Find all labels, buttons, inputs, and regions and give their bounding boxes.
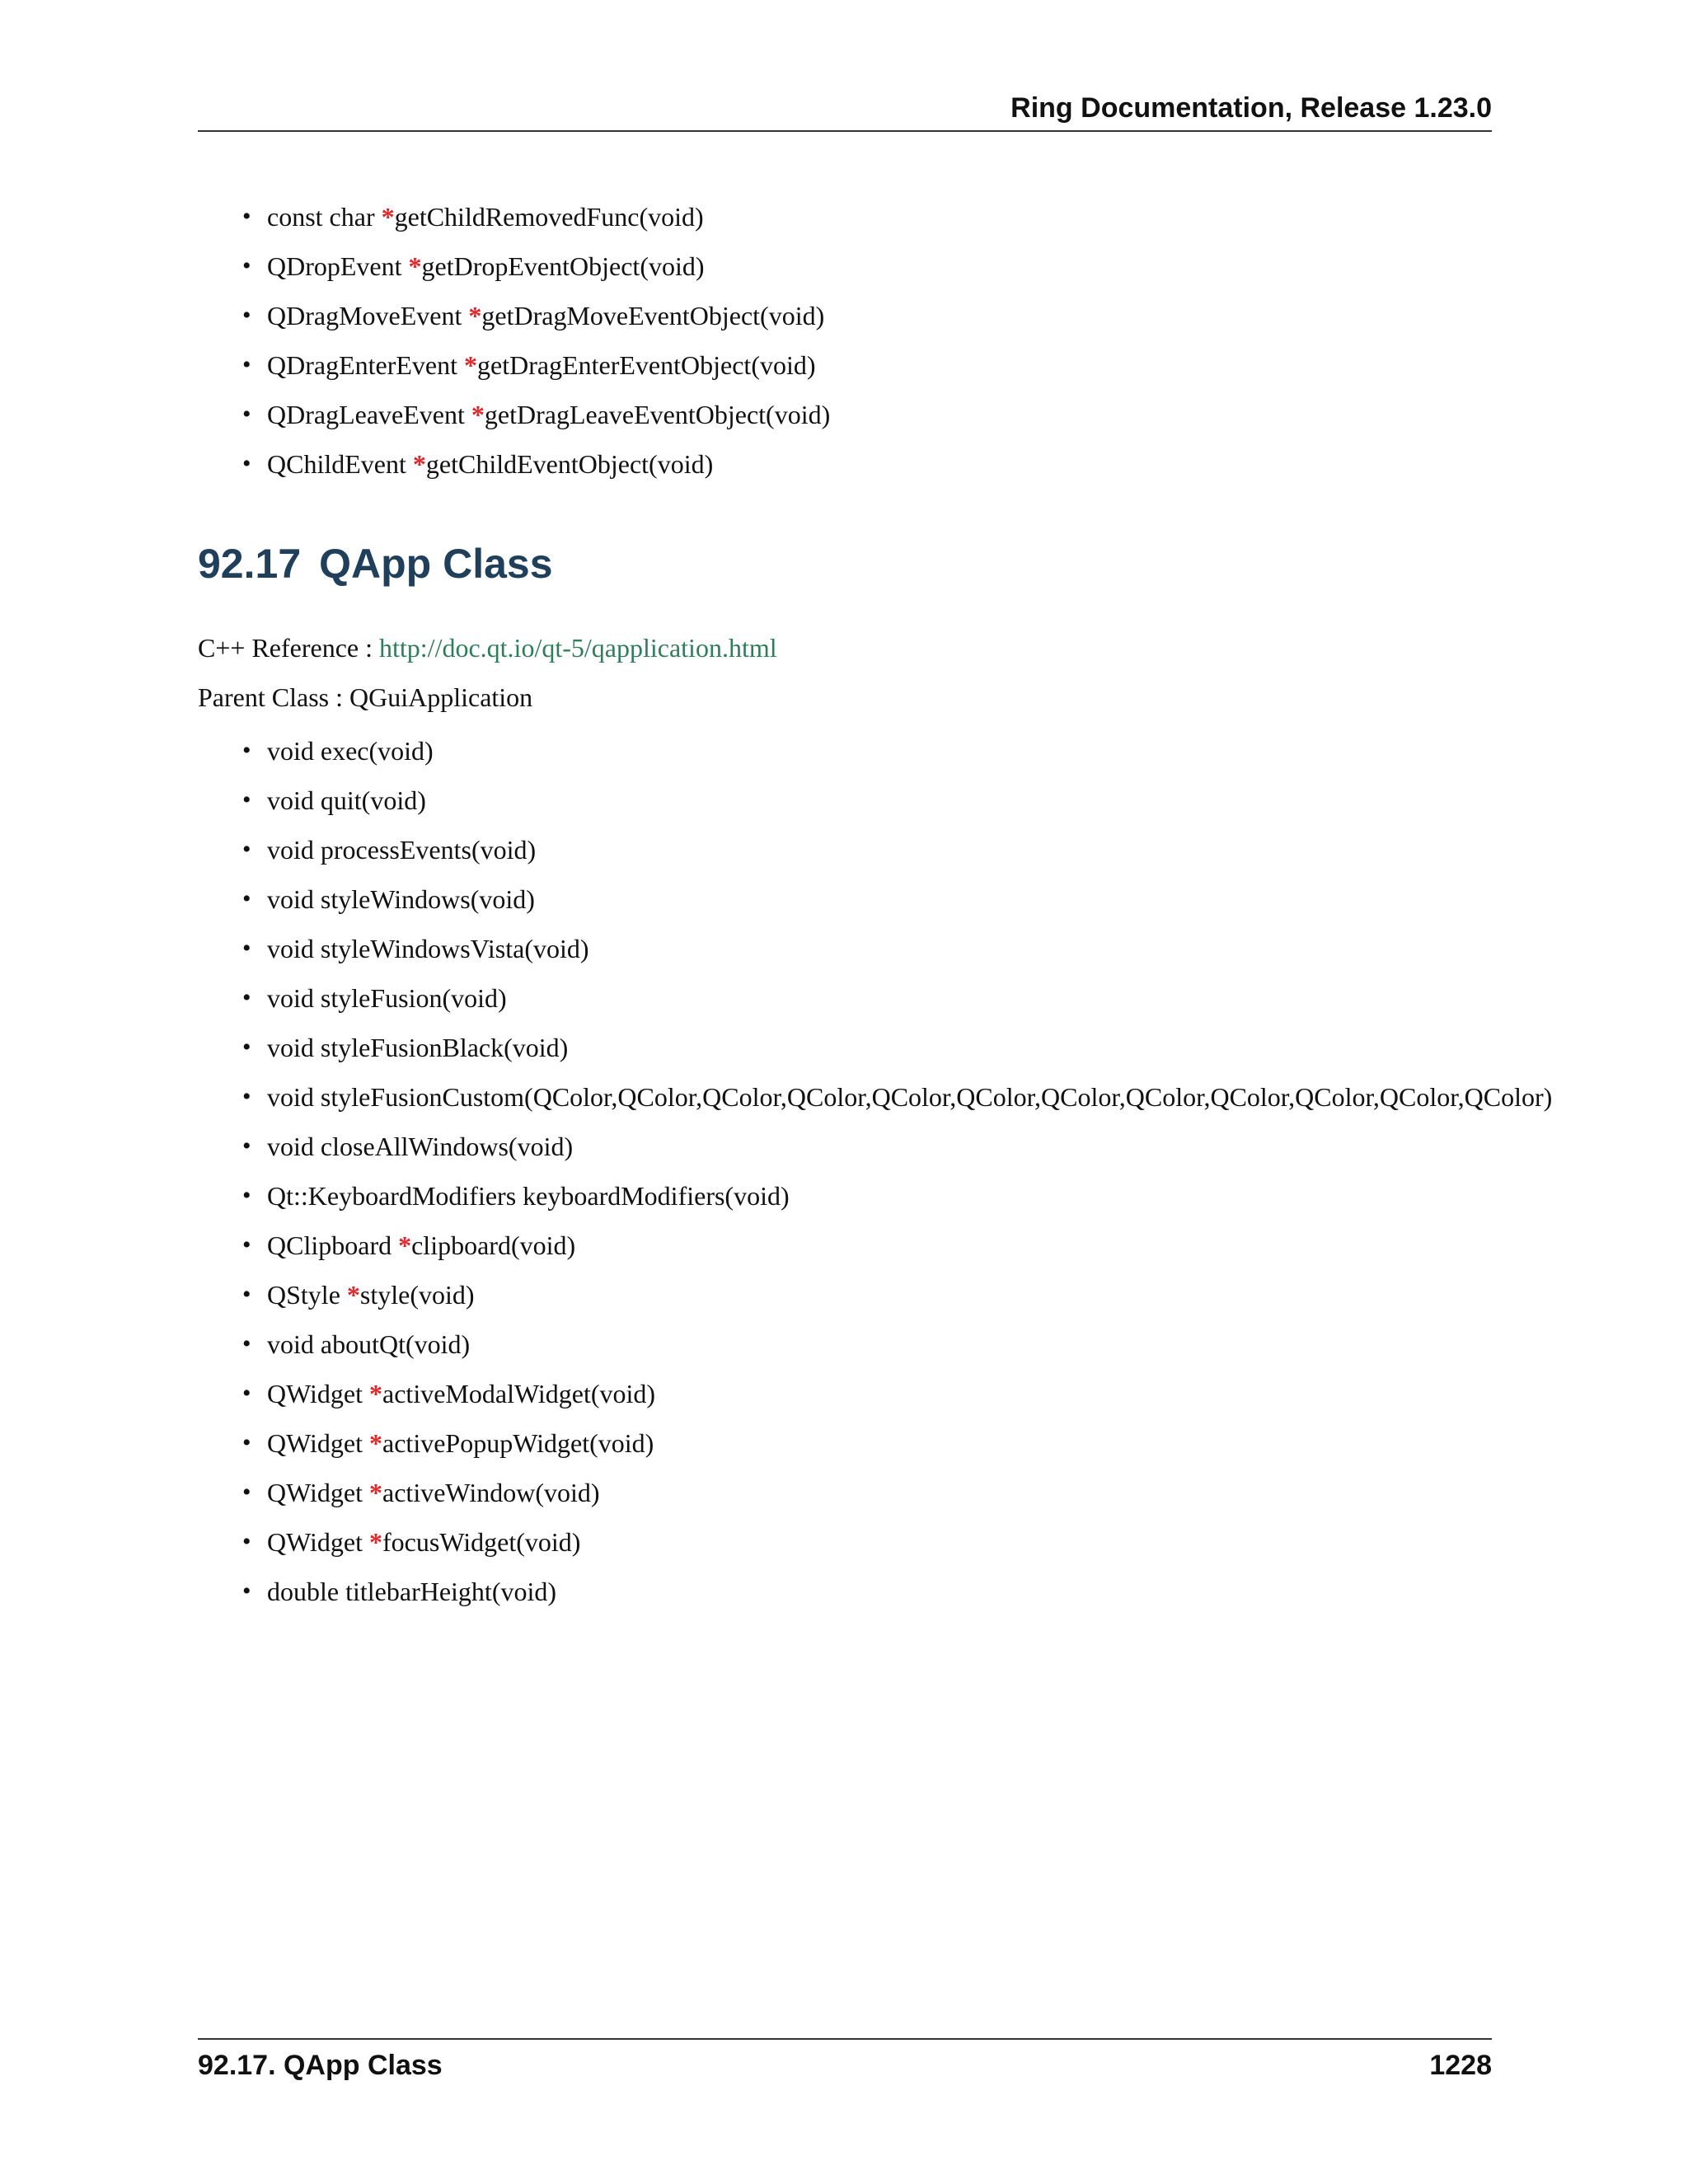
pointer-star: * [464,350,478,380]
item-prefix: QWidget [267,1428,370,1458]
page-header [198,91,1492,132]
item-prefix: void exec(void) [267,736,434,766]
item-prefix: void styleFusion(void) [267,983,507,1013]
item-name: getChildEventObject(void) [425,449,714,479]
method-list-previous [239,192,830,489]
item-prefix: QDragEnterEvent [267,350,465,380]
list-item [239,1221,1552,1270]
parent-class-label: Parent Class : [198,682,349,712]
list-item [239,1517,1552,1567]
item-prefix: void styleWindows(void) [267,884,535,914]
page-number: 1228 [1429,2050,1492,2081]
pointer-star: * [369,1428,383,1458]
list-item [239,924,1552,973]
item-prefix: QChildEvent [267,449,413,479]
item-name: getDragMoveEventObject(void) [481,301,825,330]
section-heading [198,540,553,588]
item-prefix: QWidget [267,1478,370,1507]
list-item [239,874,1552,924]
list-item [239,1270,1552,1319]
list-item [239,1319,1552,1369]
list-item [239,1468,1552,1517]
item-name: activeModalWidget(void) [382,1379,656,1408]
parent-class-value: QGuiApplication [349,682,533,712]
list-item [239,825,1552,874]
parent-class-line [198,682,532,713]
item-prefix: Qt::KeyboardModifiers keyboardModifiers(void) [267,1181,790,1211]
pointer-star: * [381,202,395,232]
method-list-qapp [239,726,1552,1616]
item-prefix: void styleFusionBlack(void) [267,1033,569,1062]
item-prefix: void aboutQt(void) [267,1329,471,1359]
item-name: style(void) [359,1280,475,1310]
list-item [239,1023,1552,1072]
section-title: QApp Class [319,541,553,587]
item-prefix: void styleFusionCustom(QColor,QColor,QColor,QColor,QColor,QColor,QColor,QColor,QColor,QColor,QColor,QColor) [267,1082,1553,1112]
list-item [239,973,1552,1023]
pointer-star: * [369,1478,383,1507]
pointer-star: * [468,301,482,330]
list-item [239,1072,1552,1122]
item-prefix: QStyle [267,1280,347,1310]
item-prefix: void styleWindowsVista(void) [267,934,589,963]
list-item [239,340,830,390]
list-item [239,776,1552,825]
pointer-star: * [408,251,422,281]
item-prefix: QDragLeaveEvent [267,400,471,429]
section-number: 92.17 [198,541,302,587]
item-name: clipboard(void) [411,1230,576,1260]
item-prefix: double titlebarHeight(void) [267,1577,557,1606]
item-name: getDragLeaveEventObject(void) [484,400,831,429]
list-item [239,241,830,291]
item-prefix: void processEvents(void) [267,835,537,865]
footer-section: 92.17. QApp Class [198,2050,443,2081]
pointer-star: * [346,1280,360,1310]
list-item [239,439,830,489]
item-prefix: void closeAllWindows(void) [267,1132,574,1161]
list-item [239,192,830,241]
item-name: getDragEnterEventObject(void) [477,350,816,380]
item-name: activeWindow(void) [382,1478,600,1507]
item-prefix: QWidget [267,1379,370,1408]
pointer-star: * [398,1230,412,1260]
cpp-reference-label: C++ Reference : [198,633,379,663]
item-name: getDropEventObject(void) [421,251,705,281]
item-prefix: QClipboard [267,1230,399,1260]
item-name: activePopupWidget(void) [382,1428,654,1458]
list-item [239,390,830,439]
item-prefix: QDropEvent [267,251,409,281]
item-prefix: QDragMoveEvent [267,301,469,330]
list-item [239,291,830,340]
pointer-star: * [369,1379,383,1408]
item-prefix: QWidget [267,1527,370,1557]
item-name: getChildRemovedFunc(void) [394,202,704,232]
list-item [239,1369,1552,1418]
item-prefix: const char [267,202,382,232]
cpp-reference-line [198,633,777,663]
page-footer [198,2038,1492,2089]
pointer-star: * [412,449,426,479]
pointer-star: * [369,1527,383,1557]
list-item [239,1122,1552,1171]
list-item [239,1171,1552,1221]
item-name: focusWidget(void) [382,1527,581,1557]
item-prefix: void quit(void) [267,785,426,815]
cpp-reference-link[interactable]: http://doc.qt.io/qt-5/qapplication.html [379,633,777,663]
document-title: Ring Documentation, Release 1.23.0 [1010,92,1492,124]
list-item [239,1567,1552,1616]
list-item [239,726,1552,776]
list-item [239,1418,1552,1468]
pointer-star: * [471,400,485,429]
